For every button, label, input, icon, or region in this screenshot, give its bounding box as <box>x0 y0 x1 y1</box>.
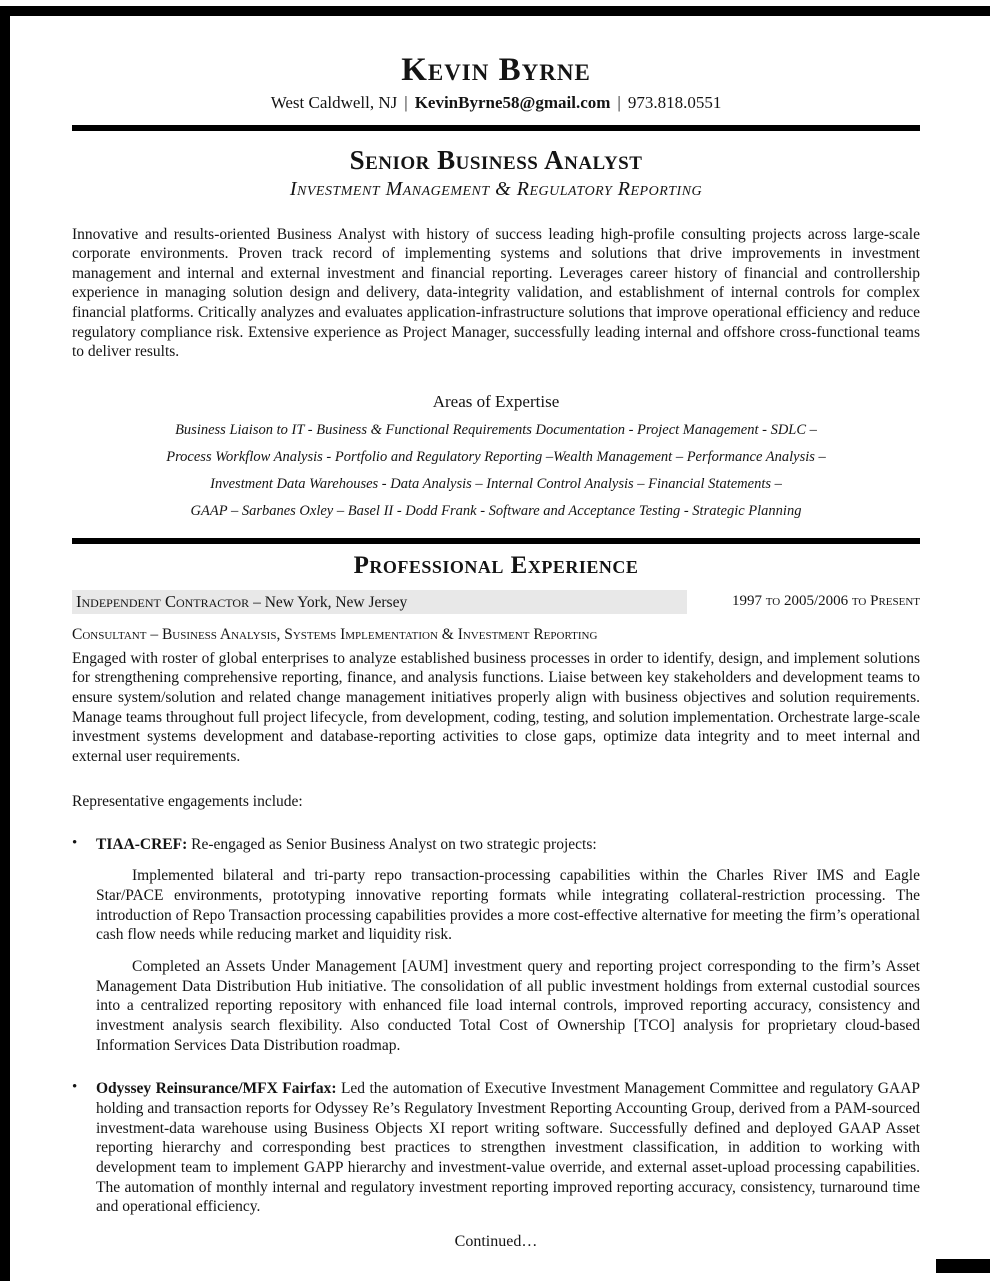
engagement-client: TIAA-CREF: <box>96 835 188 853</box>
bullet-icon: • <box>72 1079 78 1096</box>
resume-title: Senior Business Analyst <box>349 144 643 175</box>
contact-phone: 973.818.0551 <box>627 92 722 112</box>
expertise-line: Investment Data Warehouses - Data Analysis – Internal Control Analysis – Financial Statements – <box>210 475 782 492</box>
expertise-line: GAAP – Sarbanes Oxley – Basel II - Dodd Frank - Software and Acceptance Testing - Strategic Planning <box>190 502 802 519</box>
employment-dates: 1997 to 2005/2006 to Present <box>732 592 920 609</box>
engagement-detail-paragraph: Completed an Assets Under Management [AUM] investment query and reporting project corresponding to the firm’s Asset Management Data Distribution Hub initiative. The consolidation of all public investment holdings from external custodial sources into a centralized reporting repository with enhanced file load internal controls, improved reporting accuracy, consistency and investment analysis search flexibility. Also conducted Total Cost of Ownership [TCO] analysis for proprietary cloud-based Information Services Data Distribution roadmap. <box>96 957 920 1054</box>
bullet-icon: • <box>72 834 78 851</box>
expertise-line: Business Liaison to IT - Business & Functional Requirements Documentation - Project Management - SDLC – <box>175 421 817 438</box>
engagement-bullet <box>72 835 920 855</box>
candidate-name: Kevin Byrne <box>401 52 591 88</box>
contact-location: West Caldwell, NJ <box>270 92 398 112</box>
engagement-detail-paragraph: Implemented bilateral and tri-party repo transaction-processing capabilities within the Charles River IMS and Eagle Star/PACE environments, prototyping innovative reporting formats while integrating collateral-restriction processing. The introduction of Repo Transaction processing capabilities provides a more cost-effective alternative for meeting the firm’s operational cash flow needs while reducing market and liquidity risk. <box>96 867 920 944</box>
engagement-client: Odyssey Reinsurance/MFX Fairfax: <box>96 1080 337 1098</box>
engagements-intro: Representative engagements include: <box>72 792 303 810</box>
contact-separator: | <box>404 92 408 112</box>
employer-name: Independent Contractor <box>76 591 250 611</box>
engagement-bullet <box>72 1079 920 1217</box>
resume-subtitle: Investment Management & Regulatory Reporting <box>289 177 703 200</box>
employer-highlight-bar <box>72 590 687 614</box>
contact-email: KevinByrne58@gmail.com <box>414 92 611 112</box>
employer-row <box>72 590 920 614</box>
role-title: Consultant – Business Analysis, Systems Implementation & Investment Reporting <box>72 625 598 643</box>
section-divider <box>72 125 920 131</box>
contact-separator: | <box>617 92 621 112</box>
role-description: Engaged with roster of global enterprises to analyze established business processes in order to identify, design, and implement solutions for strengthening comprehensive reporting, finance, and analysis functions. Liaise between key stakeholders and development teams to ensure system/solution and related change management initiatives properly align with business objectives and solution requirements. Manage teams throughout full project lifecycle, from development, coding, testing, and solution implementation. Orchestrate large-scale investment systems development and database-reporting activities to close gaps, optimize data integrity and to meet internal and external user requirements. <box>72 649 920 765</box>
scan-corner-mark <box>936 1259 990 1273</box>
expertise-heading: Areas of Expertise <box>432 391 560 411</box>
engagement-summary: Re-engaged as Senior Business Analyst on two strategic projects: <box>191 835 597 853</box>
contact-line <box>72 93 920 113</box>
employer-location: – New York, New Jersey <box>253 593 408 611</box>
bullet-text <box>96 835 920 855</box>
continued-note: Continued… <box>454 1233 538 1250</box>
section-divider <box>72 538 920 544</box>
summary-paragraph: Innovative and results-oriented Business Analyst with history of success leading high-profile consulting projects across large-scale corporate environments. Proven track record of implementing systems and solutions that drive improvements in investment management and internal and external investment and financial reporting. Leverages career history of financial and controllership experience in managing solution design and delivery, data-integrity validation, and establishment of internal controls for complex financial platforms. Critically analyzes and evaluates application-infrastructure solutions that improve operational efficiency and reduce regulatory compliance risk. Extensive experience as Project Manager, successfully leading internal and offshore cross-functional teams to deliver results. <box>72 225 920 361</box>
expertise-line: Process Workflow Analysis - Portfolio and Regulatory Reporting –Wealth Management – Performance Analysis – <box>166 448 826 465</box>
engagement-summary: Led the automation of Executive Investment Management Committee and regulatory GAAP holding and transaction reports for Odyssey Re’s Regulatory Investment Reporting Accounting Group, derived from a PAM-sourced investment-data warehouse using Business Objects XI report writing software. Successfully defined and deployed GAAP Asset reporting hierarchy and corresponding best practices to strengthen investment classification, in addition to working with development team to implement GAPP hierarchy and investment-value override, and external asset-upload processing capabilities. The automation of monthly internal and regulatory investment reporting improved reporting accuracy, consistency, turnaround time and operational efficiency. <box>96 1080 921 1216</box>
bullet-text <box>96 1079 920 1217</box>
experience-heading: Professional Experience <box>353 551 639 579</box>
